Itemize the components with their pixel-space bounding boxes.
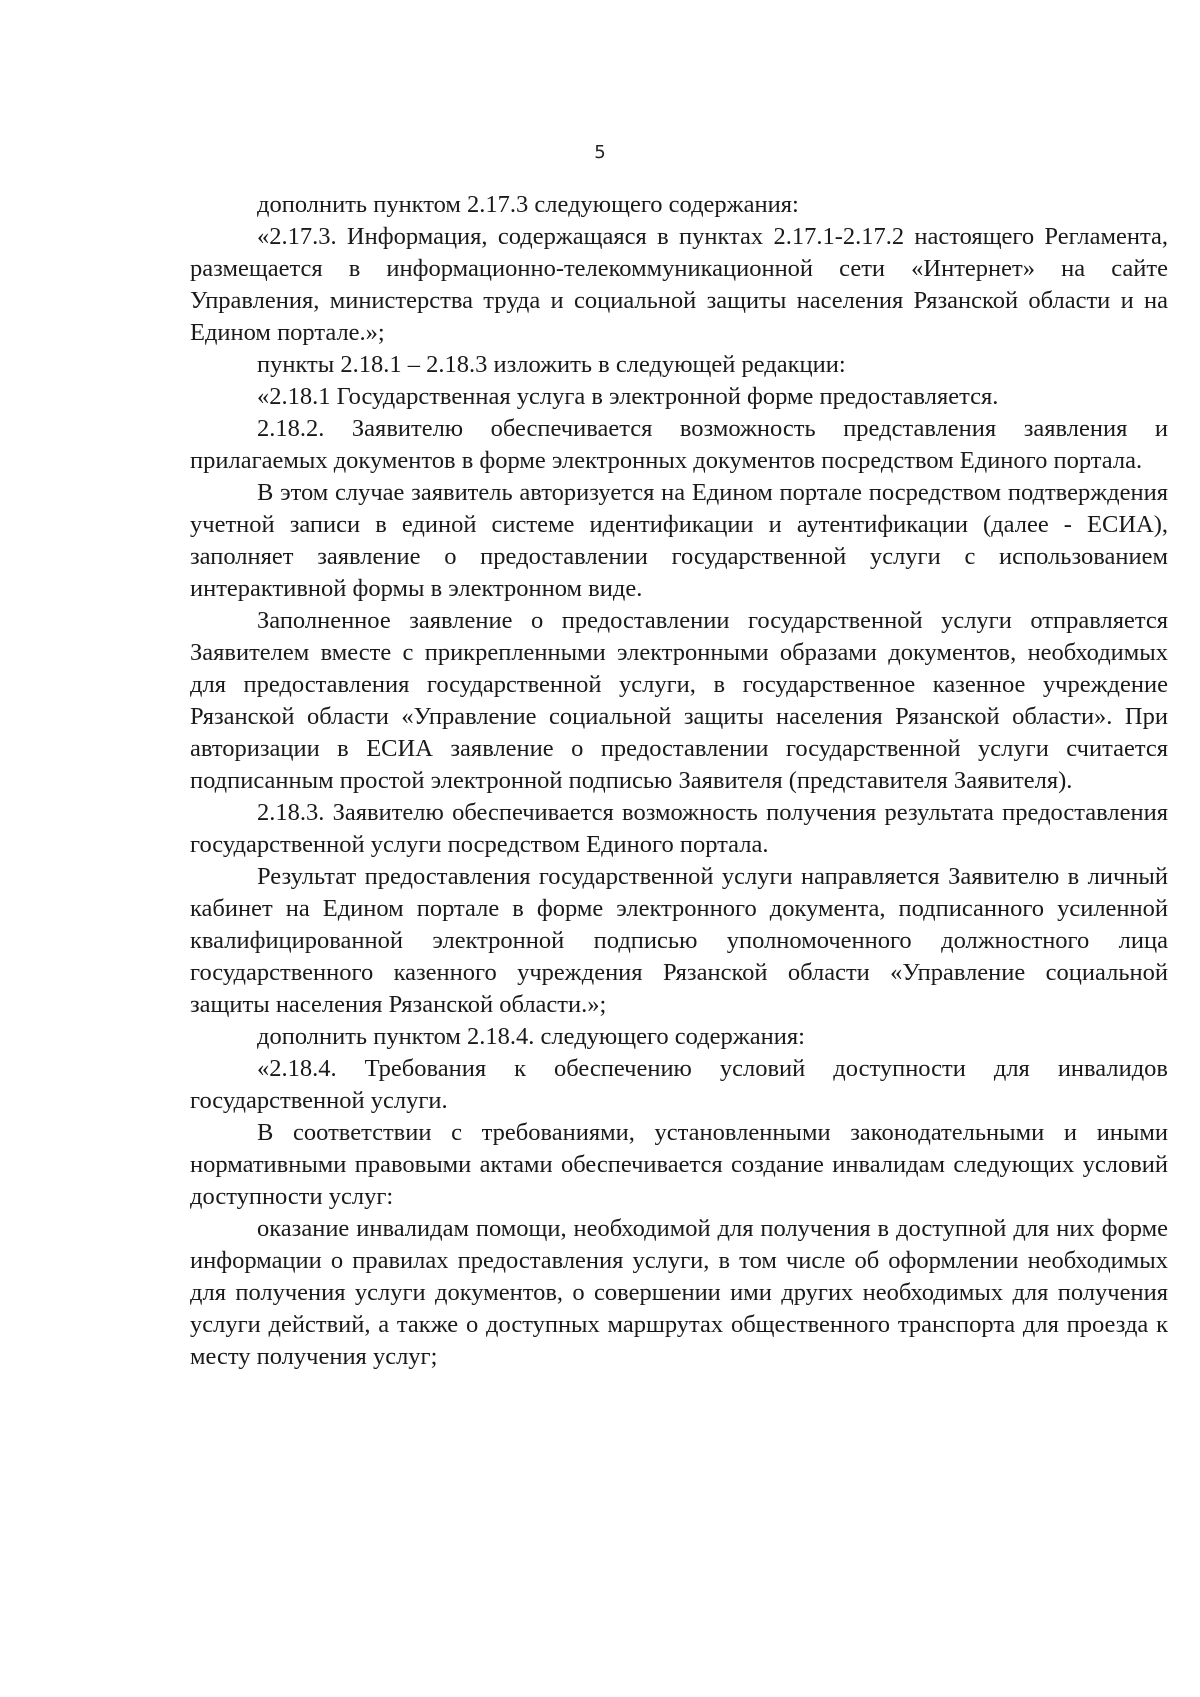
paragraph-2-18-4: «2.18.4. Требования к обеспечению условий доступности для инвалидов государственной услуги. (190, 1055, 1168, 1114)
paragraph-2-18-1: «2.18.1 Государственная услуга в электронной форме предоставляется. (257, 383, 999, 410)
paragraph-result-delivery: Результат предоставления государственной услуги направляется Заявителю в личный кабинет на Едином портале в форме электронного документа, подписанного усиленной квалифицированной электронной подписью уполномоченного должностного лица государственного казенного учреждения Рязанской области «Управление социальной защиты населения Рязанской области.»; (190, 863, 1168, 1018)
paragraph-esia-auth: В этом случае заявитель авторизуется на Едином портале посредством подтверждения учетной записи в единой системе идентификации и аутентификации (далее - ЕСИА), заполняет заявление о предоставлении государственной услуги с использованием интерактивной формы в электронном виде. (190, 479, 1168, 602)
paragraph-2-17-3: «2.17.3. Информация, содержащаяся в пунктах 2.17.1-2.17.2 настоящего Регламента, размещается в информационно-телекоммуникационной сети «Интернет» на сайте Управления, министерства труда и социальной защиты населения Рязанской области и на Едином портале.»; (190, 223, 1168, 346)
paragraph-2-18-2: 2.18.2. Заявителю обеспечивается возможность представления заявления и прилагаемых документов в форме электронных документов посредством Единого портала. (190, 415, 1168, 474)
paragraph-accessibility-conditions: В соответствии с требованиями, установленными законодательными и иными нормативными правовыми актами обеспечивается создание инвалидам следующих условий доступности услуг: (190, 1119, 1168, 1210)
document-body (190, 189, 1168, 1373)
paragraph-filled-application: Заполненное заявление о предоставлении государственной услуги отправляется Заявителем вместе с прикрепленными электронными образами документов, необходимых для предоставления государственной услуги, в государственное казенное учреждение Рязанской области «Управление социальной защиты населения Рязанской области». При авторизации в ЕСИА заявление о предоставлении государственной услуги считается подписанным простой электронной подписью Заявителя (представителя Заявителя). (190, 607, 1168, 794)
page-number: 5 (594, 142, 606, 163)
paragraph-amend-2-17-3: дополнить пунктом 2.17.3 следующего содержания: (257, 191, 799, 218)
paragraph-assistance: оказание инвалидам помощи, необходимой для получения в доступной для них форме информации о правилах предоставления услуги, в том числе об оформлении необходимых для получения услуги документов, о совершении ими других необходимых для получения услуги действий, а также о доступных маршрутах общественного транспорта для проезда к месту получения услуг; (190, 1215, 1168, 1370)
paragraph-amend-2-18: пункты 2.18.1 – 2.18.3 изложить в следующей редакции: (257, 351, 846, 378)
paragraph-2-18-3: 2.18.3. Заявителю обеспечивается возможность получения результата предоставления государственной услуги посредством Единого портала. (190, 799, 1168, 858)
paragraph-amend-2-18-4: дополнить пунктом 2.18.4. следующего содержания: (257, 1023, 805, 1050)
